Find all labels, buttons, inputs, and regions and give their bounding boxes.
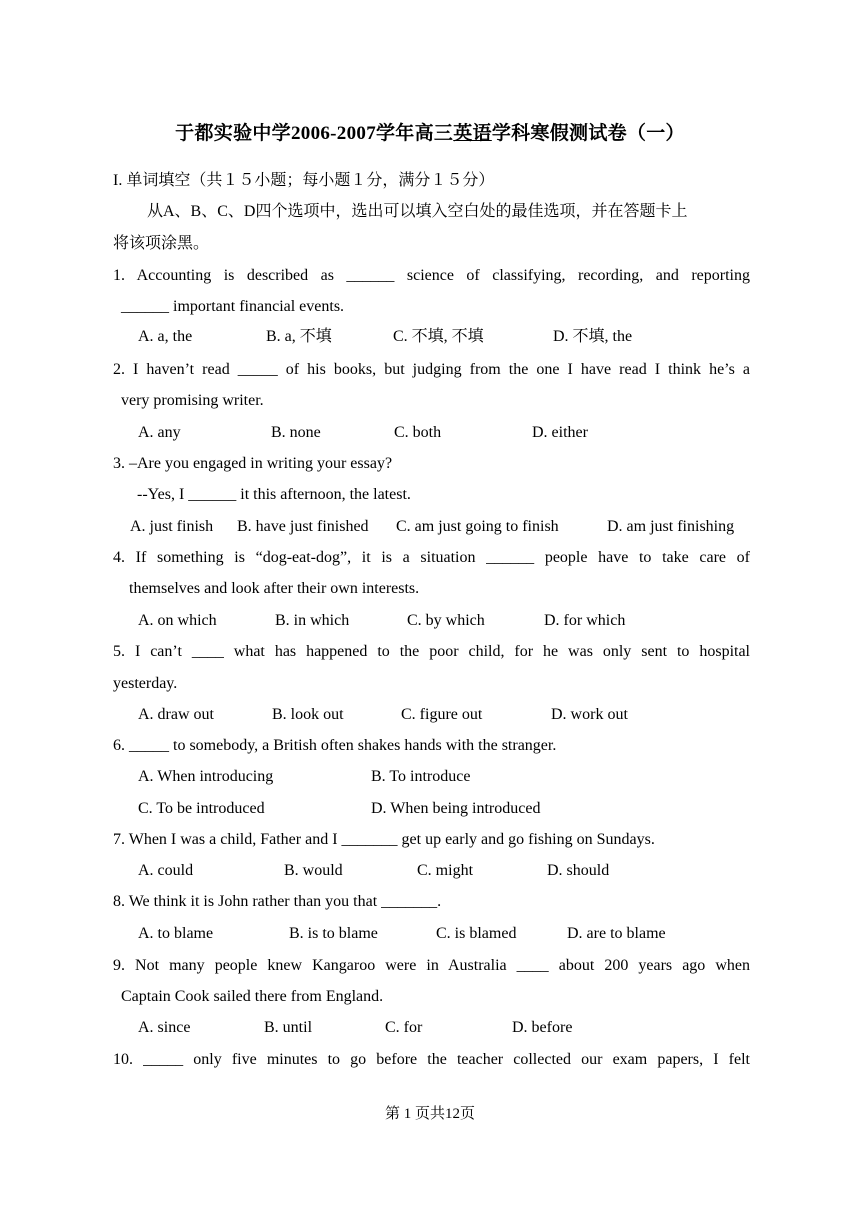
question-8-option-a: A. to blame [138, 925, 214, 942]
question-10-line-1: 10. _____ only five minutes to go before the teacher collected our exam papers, I felt [113, 1051, 750, 1068]
section-instruction-1: 从A、B、C、D四个选项中，选出可以填入空白处的最佳选项，并在答题卡上 [147, 203, 688, 220]
question-1-option-c: C. 不填, 不填 [393, 328, 484, 345]
question-5-line-2: yesterday. [113, 675, 178, 692]
question-5-option-d: D. work out [551, 706, 628, 723]
question-9-line-1: 9. Not many people knew Kangaroo were in Australia ____ about 200 years ago when [113, 957, 750, 974]
section-instruction-2: 将该项涂黑。 [113, 235, 210, 252]
question-6-option-c: C. To be introduced [138, 800, 265, 817]
question-9-line-2: Captain Cook sailed there from England. [121, 988, 384, 1005]
question-1-option-d: D. 不填, the [553, 328, 633, 345]
question-4-option-a: A. on which [138, 612, 217, 629]
question-8-option-c: C. is blamed [436, 925, 517, 942]
question-9-option-c: C. for [385, 1019, 423, 1036]
question-7-line-1: 7. When I was a child, Father and I _______ get up early and go fishing on Sundays. [113, 831, 655, 848]
question-2-option-d: D. either [532, 424, 588, 441]
question-1-line-1: 1. Accounting is described as ______ science of classifying, recording, and reporting [113, 267, 750, 284]
question-3-option-b: B. have just finished [237, 518, 369, 535]
question-2-line-2: very promising writer. [121, 392, 264, 409]
question-3-option-d: D. am just finishing [607, 518, 735, 535]
question-3-option-a: A. just finish [130, 518, 214, 535]
question-4-option-d: D. for which [544, 612, 626, 629]
question-6-option-a: A. When introducing [138, 768, 274, 785]
question-2-option-a: A. any [138, 424, 181, 441]
question-1-line-2: ______ important financial events. [121, 298, 345, 315]
page-footer: 第 1 页共12页 [384, 1106, 475, 1122]
question-2-line-1: 2. I haven’t read _____ of his books, but judging from the one I have read I think he’s a [113, 361, 750, 378]
section-heading: I. 单词填空（共１５小题；每小题１分，满分１５分） [113, 172, 495, 189]
question-5-line-1: 5. I can’t ____ what has happened to the poor child, for he was only sent to hospital [113, 643, 750, 660]
question-3-option-c: C. am just going to finish [396, 518, 559, 535]
question-8-option-b: B. is to blame [289, 925, 378, 942]
question-9-option-a: A. since [138, 1019, 191, 1036]
question-7-option-d: D. should [547, 862, 610, 879]
question-6-option-b: B. To introduce [371, 768, 471, 785]
question-7-option-b: B. would [284, 862, 343, 879]
question-1-option-a: A. a, the [138, 328, 193, 345]
question-2-option-c: C. both [394, 424, 442, 441]
question-4-option-c: C. by which [407, 612, 485, 629]
question-8-line-1: 8. We think it is John rather than you that _______. [113, 893, 442, 910]
question-3-line-2: --Yes, I ______ it this afternoon, the latest. [137, 486, 411, 503]
title-part1: 于都实验中学2006-2007学年高三 [175, 123, 454, 144]
question-4-option-b: B. in which [275, 612, 350, 629]
question-1-option-b: B. a, 不填 [266, 328, 332, 345]
question-9-option-b: B. until [264, 1019, 313, 1036]
title-part2: 学科寒假测试卷（一） [491, 123, 685, 144]
question-3-line-1: 3. –Are you engaged in writing your essay? [113, 455, 393, 472]
page-title [0, 118, 860, 145]
question-5-option-a: A. draw out [138, 706, 214, 723]
question-7-option-c: C. might [417, 862, 474, 879]
question-6-line-1: 6. _____ to somebody, a British often shakes hands with the stranger. [113, 737, 557, 754]
question-6-option-d: D. When being introduced [371, 800, 541, 817]
question-7-option-a: A. could [138, 862, 194, 879]
question-2-option-b: B. none [271, 424, 321, 441]
question-8-option-d: D. are to blame [567, 925, 666, 942]
question-9-option-d: D. before [512, 1019, 573, 1036]
question-4-line-1: 4. If something is “dog-eat-dog”, it is a situation ______ people have to take care of [113, 549, 750, 566]
question-5-option-b: B. look out [272, 706, 344, 723]
question-4-line-2: themselves and look after their own interests. [129, 580, 420, 597]
title-underlined: 英语 [453, 123, 492, 144]
question-5-option-c: C. figure out [401, 706, 483, 723]
